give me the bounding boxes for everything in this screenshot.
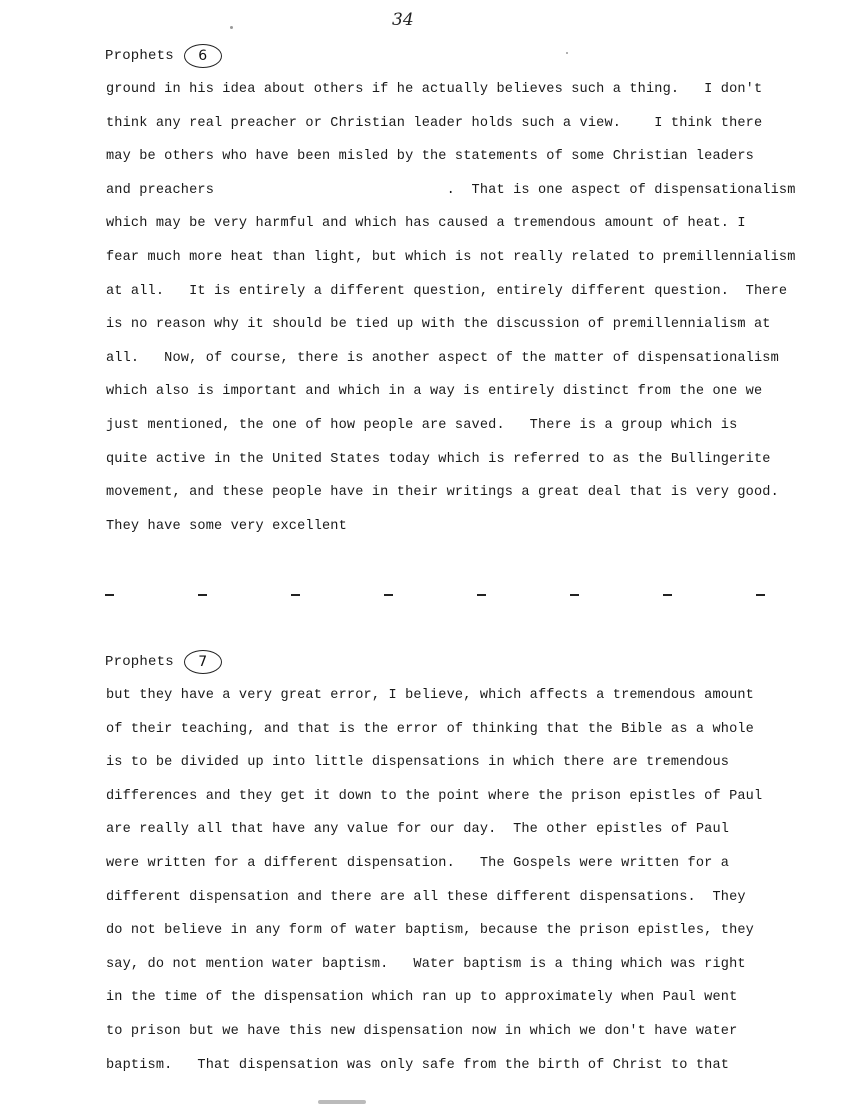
section-heading-prophets-7 <box>105 650 222 674</box>
separator-dash <box>756 594 765 596</box>
separator-dash <box>477 594 486 596</box>
text-line: do not believe in any form of water baptism, because the prison epistles, they <box>106 923 754 939</box>
text-line: fear much more heat than light, but which is not really related to premillennialism <box>106 249 796 265</box>
text-line: different dispensation and there are all these different dispensations. They <box>106 889 746 905</box>
text-line: of their teaching, and that is the error of thinking that the Bible as a whole <box>106 721 754 737</box>
section-separator <box>105 594 765 596</box>
section-heading-prophets-6 <box>105 44 222 68</box>
text-line: were written for a different dispensation. The Gospels were written for a <box>106 855 730 871</box>
text-line: differences and they get it down to the point where the prison epistles of Paul <box>106 788 763 804</box>
separator-dash <box>570 594 579 596</box>
scan-speck <box>230 26 233 29</box>
text-line: ground in his idea about others if he actually believes such a thing. I don't <box>106 82 763 97</box>
separator-dash <box>105 594 114 596</box>
separator-dash <box>291 594 300 596</box>
scan-smudge <box>318 1100 366 1104</box>
separator-dash <box>198 594 207 596</box>
text-line: quite active in the United States today which is referred to as the Bullingerite <box>106 451 771 467</box>
text-line: think any real preacher or Christian leader holds such a view. I think there <box>106 115 763 131</box>
separator-dash <box>384 594 393 596</box>
text-line: all. Now, of course, there is another aspect of the matter of dispensationalism <box>106 350 779 366</box>
text-line: may be others who have been misled by the statements of some Christian leaders <box>106 149 754 165</box>
text-line: are really all that have any value for our day. The other epistles of Paul <box>106 822 730 838</box>
body-text-section-7 <box>106 686 826 1089</box>
separator-dash <box>663 594 672 596</box>
text-line: at all. It is entirely a different question, entirely different question. There <box>106 283 788 299</box>
text-line: just mentioned, the one of how people are saved. There is a group which is <box>106 417 738 433</box>
text-line: movement, and these people have in their writings a great deal that is very good. <box>106 485 779 501</box>
text-line: and preachers . That is one aspect of dispensationalism <box>106 182 796 198</box>
text-line: to prison but we have this new dispensation now in which we don't have water <box>106 1023 738 1039</box>
text-line: is no reason why it should be tied up with the discussion of premillennialism at <box>106 317 771 333</box>
scan-speck <box>566 52 568 54</box>
text-line: say, do not mention water baptism. Water baptism is a thing which was right <box>106 956 746 972</box>
text-line: is to be divided up into little dispensations in which there are tremendous <box>106 755 730 771</box>
text-line: baptism. That dispensation was only safe from the birth of Christ to that <box>106 1057 730 1073</box>
text-line: They have some very excellent <box>106 518 347 534</box>
page-number: 34 <box>392 10 414 30</box>
text-line: which also is important and which in a way is entirely distinct from the one we <box>106 384 763 400</box>
section-label: Prophets <box>105 48 174 64</box>
circled-number: 6 <box>184 44 222 68</box>
text-line: but they have a very great error, I believe, which affects a tremendous amount <box>106 688 754 703</box>
circled-number: 7 <box>184 650 222 674</box>
text-line: which may be very harmful and which has caused a tremendous amount of heat. I <box>106 216 746 232</box>
body-text-section-6 <box>106 80 826 550</box>
section-label: Prophets <box>105 654 174 670</box>
text-line: in the time of the dispensation which ran up to approximately when Paul went <box>106 990 738 1006</box>
